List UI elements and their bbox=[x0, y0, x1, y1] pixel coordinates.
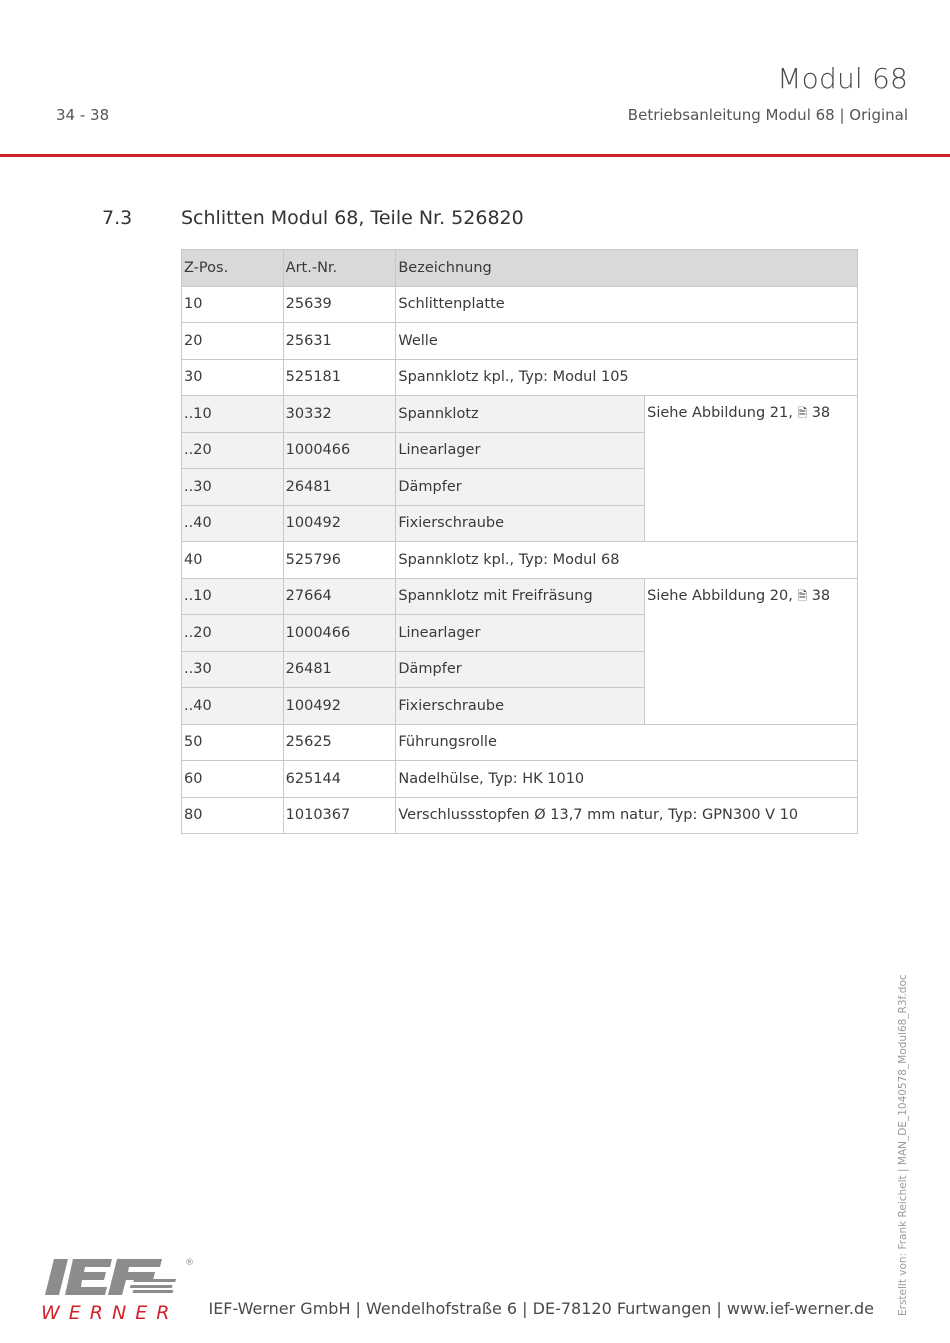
footer-address: IEF-Werner GmbH | Wendelhofstraße 6 | DE-78120 Furtwangen | www.ief-werner.de bbox=[208, 1299, 874, 1318]
doc-title: Modul 68 bbox=[777, 62, 908, 95]
cell-art: 100492 bbox=[283, 688, 396, 725]
cell-name: Spannklotz kpl., Typ: Modul 68 bbox=[396, 542, 858, 579]
parts-table bbox=[181, 249, 858, 834]
logo-werner-text: WERNER bbox=[41, 1302, 179, 1324]
note-text: Siehe Abbildung 21, bbox=[647, 405, 793, 421]
figure-reference-note bbox=[645, 396, 858, 542]
page-number: 34 - 38 bbox=[56, 106, 110, 124]
table-row bbox=[182, 578, 858, 615]
cell-name: Fixierschraube bbox=[396, 688, 645, 725]
cell-name: Verschlussstopfen Ø 13,7 mm natur, Typ: GPN300 V 10 bbox=[396, 797, 858, 834]
table-row bbox=[182, 359, 858, 396]
table-row bbox=[182, 323, 858, 360]
cell-name: Schlittenplatte bbox=[396, 286, 858, 323]
doc-subtitle: Betriebsanleitung Modul 68 | Original bbox=[627, 106, 908, 124]
note-text: Siehe Abbildung 20, bbox=[647, 587, 793, 604]
cell-pos: 40 bbox=[182, 542, 284, 579]
note-page: 38 bbox=[811, 405, 831, 421]
cell-pos: ..30 bbox=[182, 469, 284, 506]
cell-name: Linearlager bbox=[396, 432, 645, 469]
cell-pos: ..10 bbox=[182, 578, 284, 615]
cell-art: 525796 bbox=[283, 542, 396, 579]
cell-pos: 80 bbox=[182, 797, 284, 834]
cell-name: Welle bbox=[396, 323, 858, 360]
cell-art: 26481 bbox=[283, 651, 396, 688]
cell-name: Dämpfer bbox=[396, 651, 645, 688]
cell-art: 25639 bbox=[283, 286, 396, 323]
header-artnr: Art.-Nr. bbox=[283, 250, 396, 287]
created-by-vertical-text: Erstellt von: Frank Reichelt | MAN_DE_1040578_Modul68_R3f.doc bbox=[897, 974, 909, 1316]
header-bezeichnung: Bezeichnung bbox=[396, 250, 858, 287]
cell-name: Führungsrolle bbox=[396, 724, 858, 761]
cell-art: 25625 bbox=[283, 724, 396, 761]
ief-werner-logo bbox=[40, 1255, 200, 1327]
document-icon: 🗎 bbox=[797, 588, 808, 603]
table-row bbox=[182, 286, 858, 323]
cell-pos: ..20 bbox=[182, 615, 284, 652]
cell-art: 100492 bbox=[283, 505, 396, 542]
note-page: 38 bbox=[811, 587, 831, 604]
cell-art: 25631 bbox=[283, 323, 396, 360]
cell-pos: 20 bbox=[182, 323, 284, 360]
table-row bbox=[182, 542, 858, 579]
cell-pos: 10 bbox=[182, 286, 284, 323]
cell-pos: 50 bbox=[182, 724, 284, 761]
cell-art: 525181 bbox=[283, 359, 396, 396]
cell-art: 27664 bbox=[283, 578, 396, 615]
table-row bbox=[182, 797, 858, 834]
cell-art: 26481 bbox=[283, 469, 396, 506]
table-row bbox=[182, 396, 858, 433]
document-icon: 🗎 bbox=[797, 406, 808, 420]
header-zpos: Z-Pos. bbox=[182, 250, 284, 287]
cell-name: Spannklotz kpl., Typ: Modul 105 bbox=[396, 359, 858, 396]
cell-name: Dämpfer bbox=[396, 469, 645, 506]
cell-art: 1010367 bbox=[283, 797, 396, 834]
cell-art: 625144 bbox=[283, 761, 396, 798]
section-number: 7.3 bbox=[102, 207, 133, 229]
cell-pos: ..20 bbox=[182, 432, 284, 469]
cell-name: Fixierschraube bbox=[396, 505, 645, 542]
cell-art: 1000466 bbox=[283, 432, 396, 469]
cell-pos: ..30 bbox=[182, 651, 284, 688]
section-title: Schlitten Modul 68, Teile Nr. 526820 bbox=[181, 207, 524, 229]
logo-mark bbox=[45, 1259, 176, 1295]
table-header-row bbox=[182, 250, 858, 287]
figure-reference-note bbox=[645, 578, 858, 724]
cell-pos: ..40 bbox=[182, 688, 284, 725]
cell-name: Spannklotz bbox=[396, 396, 645, 433]
cell-art: 30332 bbox=[283, 396, 396, 433]
cell-pos: 60 bbox=[182, 761, 284, 798]
cell-name: Linearlager bbox=[396, 615, 645, 652]
registered-mark: ® bbox=[185, 1258, 194, 1268]
header-rule bbox=[0, 154, 950, 157]
cell-pos: ..40 bbox=[182, 505, 284, 542]
cell-art: 1000466 bbox=[283, 615, 396, 652]
cell-pos: ..10 bbox=[182, 396, 284, 433]
table-row bbox=[182, 761, 858, 798]
cell-name: Nadelhülse, Typ: HK 1010 bbox=[396, 761, 858, 798]
cell-pos: 30 bbox=[182, 359, 284, 396]
table-row bbox=[182, 724, 858, 761]
cell-name: Spannklotz mit Freifräsung bbox=[396, 578, 645, 615]
